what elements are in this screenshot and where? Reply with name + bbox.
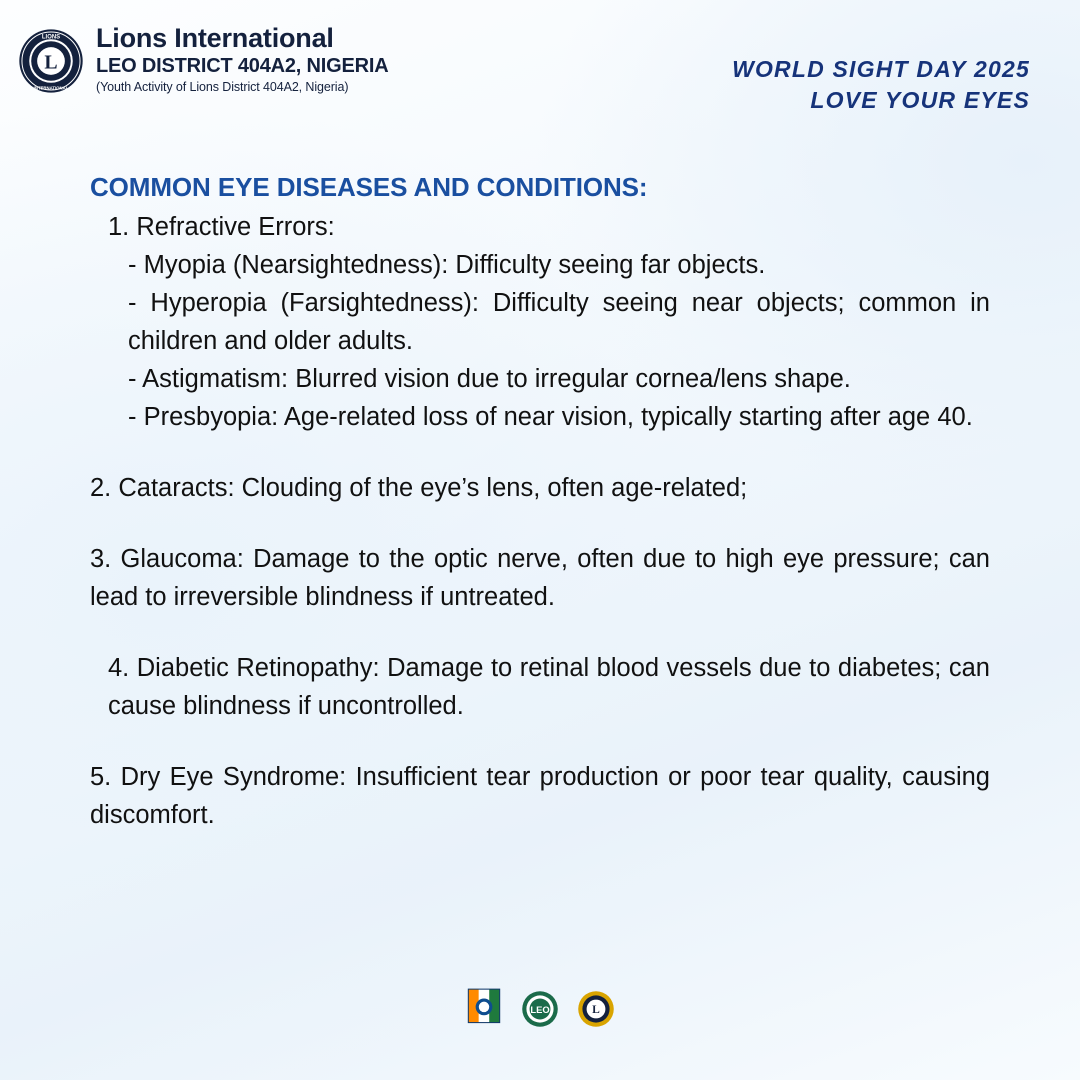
org-name: Lions International [96, 23, 334, 53]
section-title: COMMON EYE DISEASES AND CONDITIONS: [90, 172, 648, 202]
svg-text:L: L [592, 1004, 600, 1017]
svg-text:INTERNATIONAL: INTERNATIONAL [33, 85, 69, 91]
lions-club-emblem-icon [18, 28, 84, 94]
brand-text-block [96, 24, 388, 96]
list-item: - Astigmatism: Blurred vision due to irregular cornea/lens shape. [128, 364, 851, 393]
list-item: 1. Refractive Errors: [108, 213, 335, 241]
list-item: 4. Diabetic Retinopathy: Damage to retinal blood vessels due to diabetes; can cause blindness if uncontrolled. [108, 653, 990, 720]
list-item: - Myopia (Nearsightedness): Difficulty seeing far objects. [128, 250, 766, 279]
list-item: - Hyperopia (Farsightedness): Difficulty seeing near objects; common in children and older adults. [128, 288, 990, 355]
list-item: 2. Cataracts: Clouding of the eye’s lens, often age-related; [90, 473, 748, 502]
campaign-line-1: WORLD SIGHT DAY 2025 [732, 56, 1030, 82]
campaign-line-2: LOVE YOUR EYES [810, 86, 1030, 113]
spacer [90, 437, 990, 470]
list-item: 3. Glaucoma: Damage to the optic nerve, often due to high eye pressure; can lead to irreversible blindness if untreated. [90, 544, 990, 611]
list-item: 5. Dry Eye Syndrome: Insufficient tear production or poor tear quality, causing discomfort. [90, 762, 990, 829]
lions-international-emblem-icon [575, 986, 617, 1032]
svg-text:L: L [44, 51, 58, 74]
spacer [90, 726, 990, 759]
district-name: LEO DISTRICT 404A2, NIGERIA [96, 55, 389, 78]
spacer [90, 508, 990, 541]
poster-body [90, 172, 990, 835]
district-subtitle: (Youth Activity of Lions District 404A2, Nigeria) [96, 80, 349, 95]
list-item: - Presbyopia: Age-related loss of near vision, typically starting after age 40. [128, 402, 973, 431]
nigeria-flag-emblem-icon [463, 986, 505, 1032]
campaign-title-block [732, 55, 1030, 115]
footer-logo-row [0, 986, 1080, 1032]
brand-block [18, 24, 388, 96]
poster-header [0, 0, 1080, 130]
leo-district-emblem-icon [519, 986, 561, 1032]
svg-text:LEO: LEO [530, 1004, 550, 1016]
spacer [90, 617, 990, 650]
svg-text:LIONS: LIONS [41, 34, 61, 41]
